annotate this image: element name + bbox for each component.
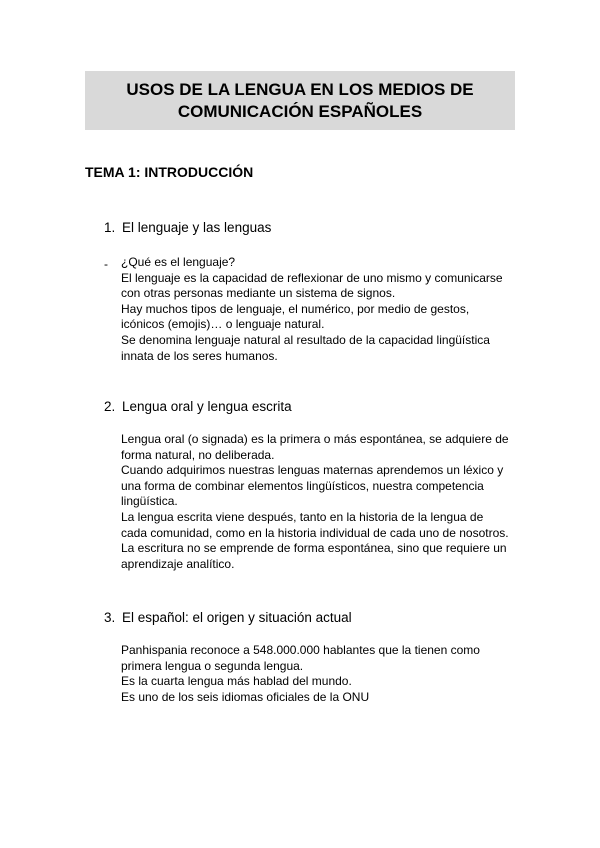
- paragraph-line: Hay muchos tipos de lenguaje, el numérico, por medio de gestos,: [121, 301, 470, 316]
- paragraph-line: Es la cuarta lengua más hablad del mundo.: [121, 674, 352, 689]
- paragraph-line: con otras personas mediante un sistema de signos.: [121, 286, 396, 301]
- document-title-box: [85, 71, 515, 130]
- paragraph-line: Panhispania reconoce a 548.000.000 hablantes que la tienen como: [121, 643, 480, 657]
- paragraph-line: innata de los seres humanos.: [121, 348, 278, 363]
- paragraph-line: aprendizaje analítico.: [121, 556, 235, 571]
- section-2-paragraph: [121, 432, 509, 572]
- section-1-paragraph: [121, 255, 503, 364]
- document-title-line-1: USOS DE LA LENGUA EN LOS MEDIOS DE: [126, 79, 474, 99]
- section-1-number: 1.: [104, 220, 116, 235]
- paragraph-line: lingüística.: [121, 494, 178, 509]
- section-2-heading: [104, 398, 292, 416]
- section-3-heading: [104, 609, 352, 627]
- section-2-title: Lengua oral y lengua escrita: [122, 399, 292, 414]
- section-1-heading: [104, 219, 271, 237]
- tema-heading: TEMA 1: INTRODUCCIÓN: [85, 164, 254, 180]
- paragraph-line: Se denomina lenguaje natural al resultado de la capacidad lingüística: [121, 332, 490, 347]
- paragraph-line: El lenguaje es la capacidad de reflexionar de uno mismo y comunicarse: [121, 270, 503, 285]
- section-1-title: El lenguaje y las lenguas: [122, 220, 272, 235]
- paragraph-line: forma natural, no deliberada.: [121, 447, 275, 462]
- section-2-number: 2.: [104, 399, 116, 414]
- section-3-title: El español: el origen y situación actual: [122, 610, 352, 625]
- paragraph-line: cada comunidad, como en la historia individual de cada uno de nosotros.: [121, 525, 509, 540]
- document-title-line-2: COMUNICACIÓN ESPAÑOLES: [177, 101, 423, 121]
- paragraph-line: una forma de combinar elementos lingüísticos, nuestra competencia: [121, 478, 484, 493]
- paragraph-line: Lengua oral (o signada) es la primera o más espontánea, se adquiere de: [121, 432, 509, 446]
- paragraph-line: icónicos (emojis)… o lenguaje natural.: [121, 317, 325, 332]
- paragraph-line: primera lengua o segunda lengua.: [121, 658, 304, 673]
- paragraph-line: ¿Qué es el lenguaje?: [121, 255, 236, 269]
- paragraph-line: La lengua escrita viene después, tanto en la historia de la lengua de: [121, 509, 484, 524]
- paragraph-line: Es uno de los seis idiomas oficiales de la ONU: [121, 689, 370, 704]
- section-3-number: 3.: [104, 610, 116, 625]
- paragraph-line: Cuando adquirimos nuestras lenguas maternas aprendemos un léxico y: [121, 463, 504, 478]
- section-3-paragraph: [121, 643, 480, 705]
- bullet-dash: -: [104, 257, 108, 271]
- paragraph-line: La escritura no se emprende de forma espontánea, sino que requiere un: [121, 541, 507, 556]
